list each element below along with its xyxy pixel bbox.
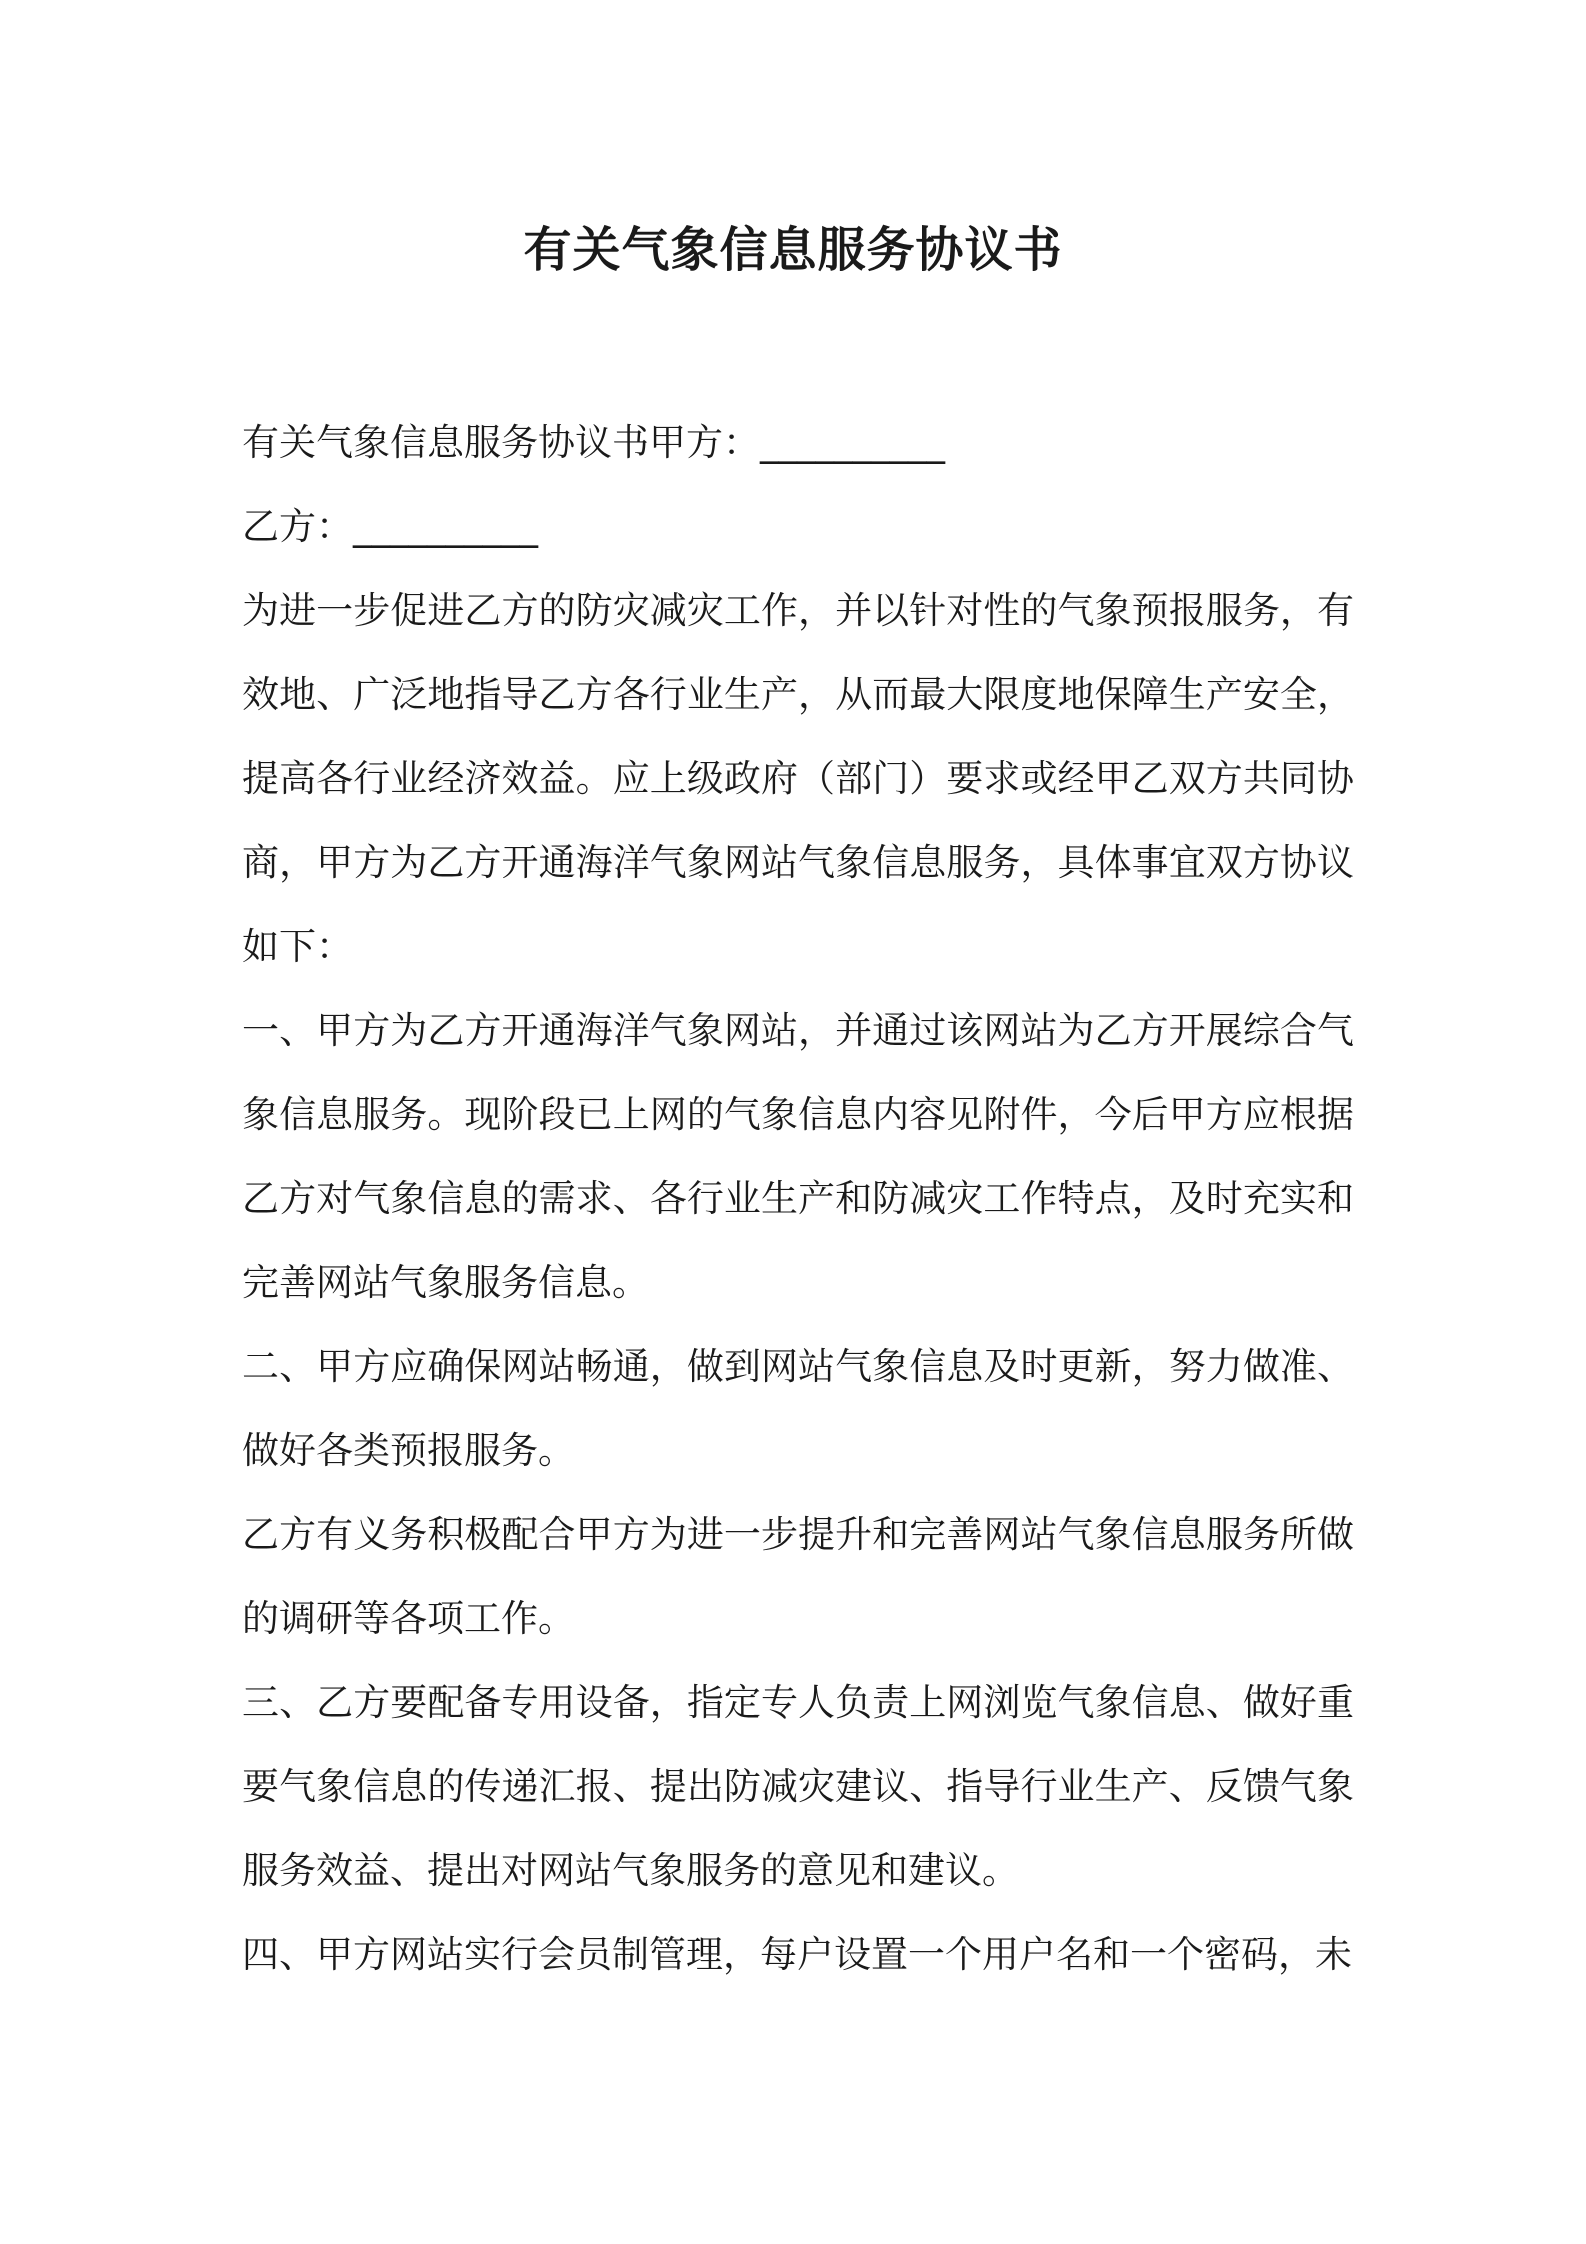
- paragraph-clause-2-obligation: 乙方有义务积极配合甲方为进一步提升和完善网站气象信息服务所做的调研等各项工作。: [242, 1513, 1354, 1640]
- party-b-line: 乙方：__________: [242, 505, 538, 548]
- party-a-line: 有关气象信息服务协议书甲方：__________: [242, 421, 945, 464]
- paragraph-clause-1: 一、甲方为乙方开通海洋气象网站，并通过该网站为乙方开展综合气象信息服务。现阶段已上网的气象信息内容见附件，今后甲方应根据乙方对气象信息的需求、各行业生产和防减灾工作特点，及时充实和完善网站气象服务信息。: [242, 1009, 1354, 1304]
- paragraph-clause-2: 二、甲方应确保网站畅通，做到网站气象信息及时更新，努力做准、做好各类预报服务。: [242, 1345, 1354, 1472]
- paragraph-intro: 为进一步促进乙方的防灾减灾工作，并以针对性的气象预报服务，有效地、广泛地指导乙方各行业生产，从而最大限度地保障生产安全，提高各行业经济效益。应上级政府（部门）要求或经甲乙双方共同协商，甲方为乙方开通海洋气象网站气象信息服务，具体事宜双方协议如下：: [242, 589, 1354, 968]
- paragraph-clause-4: 四、甲方网站实行会员制管理，每户设置一个用户名和一个密码，未: [242, 1933, 1352, 1976]
- document-body: [242, 401, 1354, 1997]
- document-title: 有关气象信息服务协议书: [523, 222, 1063, 278]
- paragraph-clause-3: 三、乙方要配备专用设备，指定专人负责上网浏览气象信息、做好重要气象信息的传递汇报、提出防减灾建议、指导行业生产、反馈气象服务效益、提出对网站气象服务的意见和建议。: [242, 1681, 1354, 1892]
